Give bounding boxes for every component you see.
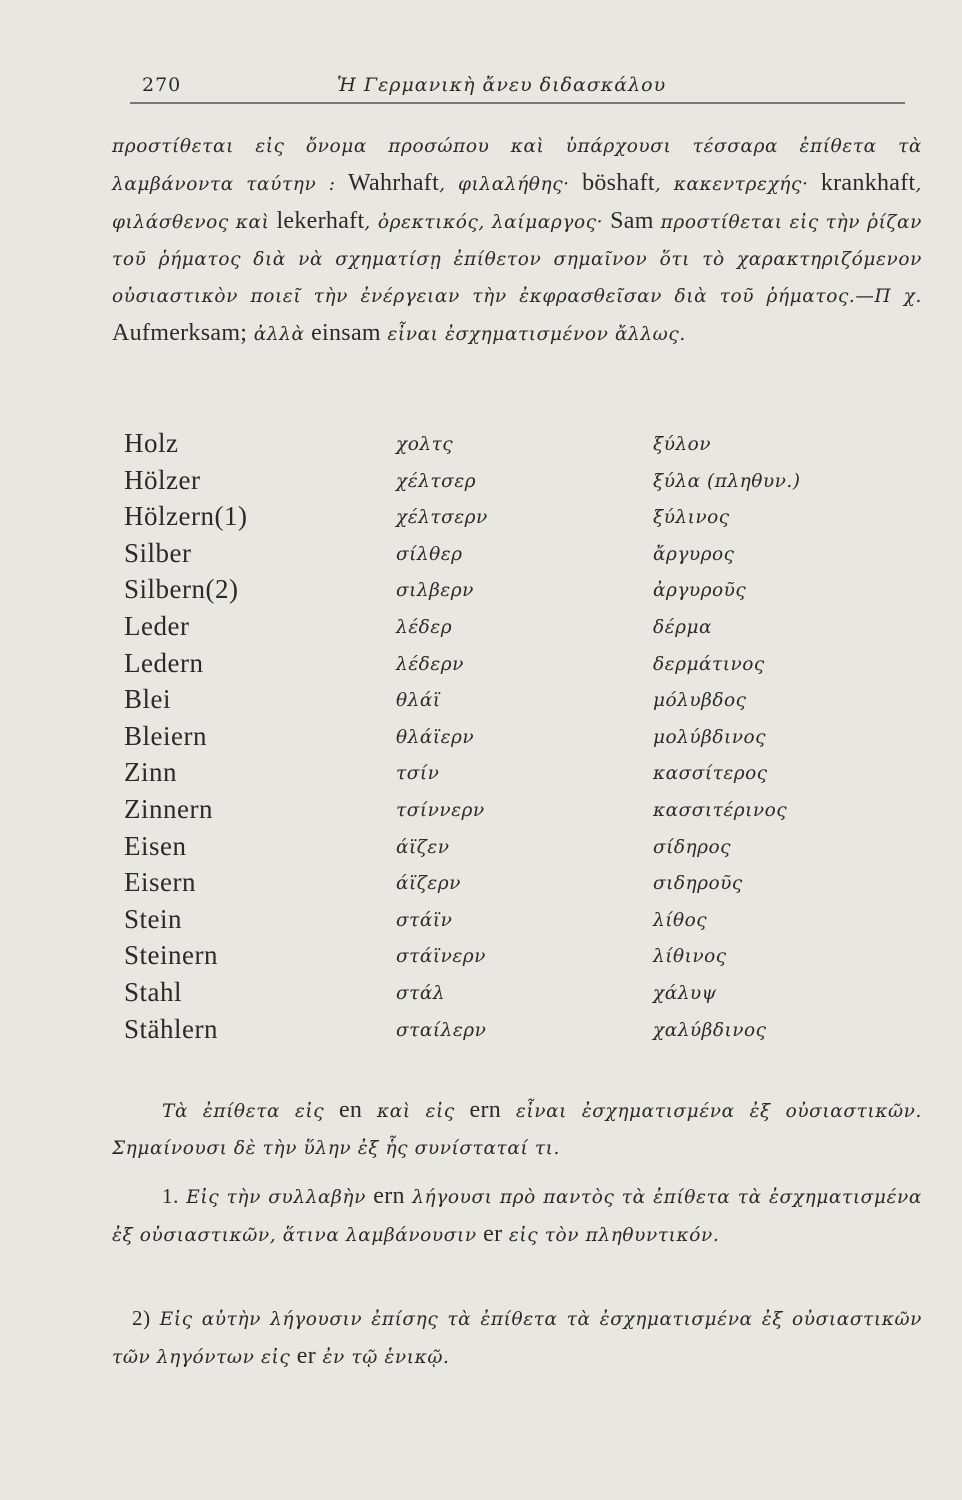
pronunciation: χέλτσερν [396,507,488,529]
german-word: lekerhaft [276,208,365,234]
vocabulary-row [124,571,924,608]
german-word: er [483,1221,503,1247]
german-word: Silbern(2) [124,574,239,605]
rule-paragraph [112,1092,922,1167]
german-word: er [296,1343,317,1369]
german-word: Wahrhaft [347,170,440,196]
vocabulary-row [124,462,924,499]
german-word: Sam [610,208,654,234]
german-word: Ledern [124,647,204,678]
pronunciation: σιλβερν [396,580,474,602]
german-word: Aufmerksam; [112,320,248,346]
german-word: ern [373,1183,405,1209]
greek-translation: μόλυβδος [653,690,747,712]
greek-translation: κασσιτέρινος [653,799,788,821]
text: προστίθεται εἰς τὴν ῥίζαν τοῦ ῥήματος διὰ νὰ σχηματίσῃ ἐπίθετον σημαῖνον ὅτι τὸ χαρακτηριζόμενον οὐσιαστικὸν ποιεῖ τὴν ἐνέργειαν τὴν ἐκφρασθεῖσαν διὰ τοῦ ῥήματος.—Π χ. [112,212,922,307]
greek-translation: λίθινος [653,946,727,968]
german-word: Hölzern(1) [124,501,248,532]
pronunciation: άϊζεν [396,836,450,858]
pronunciation: λέδερν [396,653,464,675]
german-word: Leder [124,610,190,641]
pronunciation: θλάϊερν [396,726,475,748]
pronunciation: τσίννερν [396,799,485,821]
vocabulary-row [124,791,924,828]
german-word: krankhaft [820,170,916,196]
text: , φιλαλήθης· [439,174,583,195]
german-word: Zinn [124,757,177,788]
vocabulary-row [124,535,924,572]
note-number: 1. [162,1184,179,1208]
greek-translation: ξύλα (πληθυν.) [653,470,801,492]
vocabulary-row [124,901,924,938]
vocabulary-row [124,425,924,462]
text: Εἰς αὐτὴν λήγουσιν ἐπίσης τὰ ἐπίθετα τὰ ἐσχηματισμένα ἐξ οὐσιαστικῶν τῶν ληγόντων εἰς [112,1309,922,1368]
german-word: böshaft [582,170,655,196]
text: ἐν τῷ ἑνικῷ. [316,1347,450,1368]
german-word: Stahl [124,976,183,1007]
text: εἶναι ἐσχηματισμένα ἐξ οὐσιαστικῶν. Σημαίνουσι δὲ τὴν ὕλην ἐξ ἧς συνίσταταί τι. [112,1101,922,1159]
greek-translation: δερμάτινος [653,653,765,675]
greek-translation: κασσίτερος [653,763,768,785]
pronunciation: θλάϊ [396,690,441,712]
greek-translation: ξύλινος [653,507,730,529]
pronunciation: στάλ [396,982,446,1004]
text: ἀλλὰ [247,324,312,345]
header-rule [130,102,905,104]
pronunciation: σταίλερν [396,1019,487,1041]
greek-translation: λίθος [653,909,708,931]
german-word: ern [469,1097,502,1123]
greek-translation: χαλύβδινος [653,1019,767,1041]
page-header [112,70,912,100]
pronunciation: σίλθερ [396,543,463,565]
greek-translation: σιδηροῦς [653,873,743,895]
vocabulary-row [124,828,924,865]
pronunciation: τσίν [396,763,440,785]
pronunciation: χέλτσερ [396,470,477,492]
vocabulary-row [124,937,924,974]
german-word: Stählern [124,1013,218,1044]
german-word: Eisen [124,830,187,861]
note-2-paragraph [112,1300,922,1376]
text: , φιλάσθενος καὶ [112,174,922,233]
vocabulary-row [124,608,924,645]
greek-translation: ξύλον [653,434,712,455]
text: , ὀρεκτικός, λαίμαργος· [364,212,611,233]
pronunciation: άϊζερν [396,873,461,895]
pronunciation: στάϊν [396,909,453,931]
pronunciation: στάϊνερν [396,946,486,968]
running-title: Ἡ Γερμανικὴ ἄνευ διδασκάλου [337,74,667,96]
greek-translation: χάλυψ [653,982,717,1004]
text: καὶ εἰς [362,1101,470,1122]
greek-translation: ἄργυρος [653,543,735,565]
german-word: Silber [124,537,192,568]
pronunciation: χολτς [396,434,454,455]
vocabulary-row [124,645,924,682]
german-word: Hölzer [124,464,201,495]
german-word: en [338,1097,363,1123]
intro-paragraph [112,128,922,353]
german-word: einsam [311,320,381,346]
vocabulary-row [124,864,924,901]
greek-translation: σίδηρος [653,836,731,858]
greek-translation: δέρμα [653,616,712,638]
german-word: Bleiern [124,720,207,751]
text: , κακεντρεχής· [654,174,821,195]
german-word: Steinern [124,940,218,971]
page-number: 270 [142,74,182,96]
greek-translation: ἀργυροῦς [653,580,747,602]
vocabulary-row [124,681,924,718]
pronunciation: λέδερ [396,616,453,638]
german-word: Stein [124,903,183,934]
text: Εἰς τὴν συλλαβὴν [178,1187,374,1208]
note-1-paragraph [112,1178,922,1254]
vocabulary-list [124,425,924,1047]
vocabulary-row [124,974,924,1011]
note-number: 2) [132,1306,151,1330]
german-word: Holz [124,428,179,458]
text: προστίθεται εἰς ὄνομα προσώπου καὶ ὑπάρχουσι τέσσαρα ἐπίθετα τὰ λαμβάνοντα ταύτην : [112,136,922,195]
german-word: Zinnern [124,793,213,824]
text: λήγουσι πρὸ παντὸς τὰ ἐπίθετα τὰ ἐσχηματισμένα ἐξ οὐσιαστικῶν, ἅτινα λαμβάνουσιν [112,1187,922,1246]
text: εἶναι ἐσχηματισμένον ἄλλως. [380,324,686,345]
text: εἰς τὸν πληθυντικόν. [502,1225,720,1246]
german-word: Blei [124,684,171,715]
vocabulary-row [124,1011,924,1048]
german-word: Eisern [124,867,196,898]
vocabulary-row [124,754,924,791]
vocabulary-row [124,718,924,755]
greek-translation: μολύβδινος [653,726,766,748]
vocabulary-row [124,498,924,535]
text: Τὰ ἐπίθετα εἰς [162,1101,339,1122]
